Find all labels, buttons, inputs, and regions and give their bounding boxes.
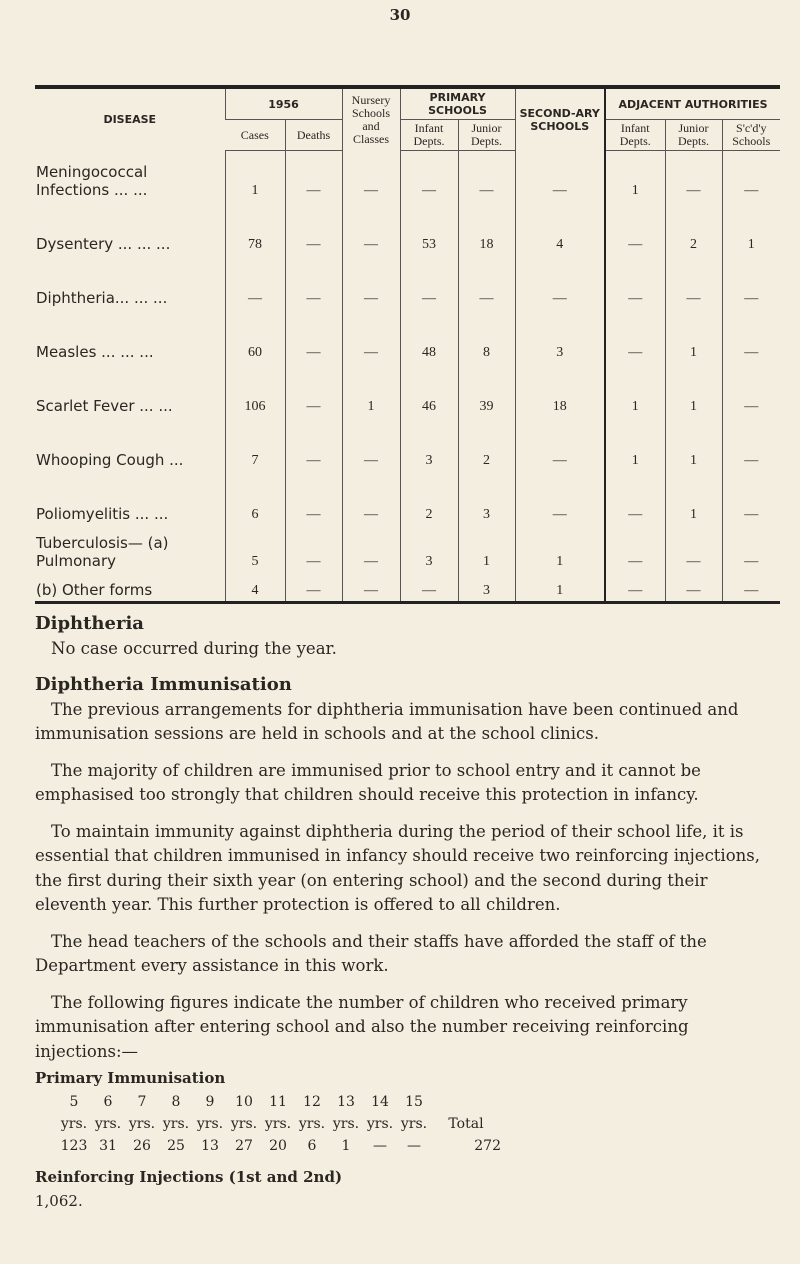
header-year: 1956 [225,87,342,120]
table-row [35,367,780,421]
cell-value: 39 [458,367,515,421]
cell-value: — [722,259,780,313]
cell-value: 3 [400,529,458,576]
header-secondary: SECOND-ARY SCHOOLS [515,87,605,151]
paragraph: The majority of children are immunised prior to school entry and it cannot be emphasised too strongly that children should receive this protection in infancy. [35,760,701,804]
cell-value: — [722,421,780,475]
paragraph: No case occurred during the year. [51,638,337,658]
cell-value: 53 [400,205,458,259]
immunisation-units: yrs. [128,1115,156,1132]
immunisation-ages: 14 [371,1093,389,1110]
cell-value: — [342,421,400,475]
disease-name: Dysentery ... ... ... [36,235,171,253]
cell-value: — [665,259,722,313]
immunisation-ages: 12 [303,1093,321,1110]
cell-value: 1 [665,475,722,529]
header-deaths: Deaths [285,120,342,151]
cell-value: — [605,529,665,576]
cell-value: — [225,259,285,313]
cell-value: 1 [515,576,605,603]
heading-immunisation: Diphtheria Immunisation [35,674,292,695]
cell-value: — [285,205,342,259]
cell-value: — [342,529,400,576]
cell-value: 2 [665,205,722,259]
cell-value: — [342,151,400,206]
header-nursery: Nursery Schools and Classes [342,87,400,151]
table-row [35,421,780,475]
reinforcing-total: 1,062. [35,1192,83,1210]
cell-value: 8 [458,313,515,367]
cell-value: — [400,576,458,603]
cell-value: 46 [400,367,458,421]
immunisation-ages: 10 [235,1093,253,1110]
cell-value: 3 [400,421,458,475]
table-row [35,576,780,603]
cell-value: 1 [605,421,665,475]
cell-value: 1 [665,313,722,367]
cell-value: — [722,367,780,421]
header-junior: Junior Depts. [458,120,515,151]
immunisation-counts: 1 [341,1137,351,1154]
heading-reinforcing: Reinforcing Injections (1st and 2nd) [35,1167,343,1186]
table-row [35,259,780,313]
immunisation-ages: 13 [337,1093,355,1110]
immunisation-units: yrs. [332,1115,360,1132]
immunisation-counts: — [407,1137,421,1154]
cell-value: — [342,475,400,529]
disease-name: Poliomyelitis ... ... [36,505,169,523]
cell-value: 4 [515,205,605,259]
immunisation-units: yrs. [264,1115,292,1132]
immunisation-counts: 26 [133,1137,151,1154]
cell-value: — [515,475,605,529]
cell-value: — [285,529,342,576]
immunisation-ages: 6 [103,1093,113,1110]
cell-value: 1 [665,367,722,421]
cell-value: 1 [665,421,722,475]
heading-diphtheria: Diphtheria [35,613,144,634]
paragraph: The head teachers of the schools and their staffs have afforded the staff of the Department every assistance in this work. [35,931,707,975]
disease-name: Diphtheria... ... ... [36,289,168,307]
cell-value: — [722,313,780,367]
header-adj-secondary: S'c'd'y Schools [722,120,780,151]
cell-value: — [515,151,605,206]
cell-value: 60 [225,313,285,367]
cell-value: 1 [225,151,285,206]
immunisation-ages: 8 [171,1093,181,1110]
cell-value: — [605,576,665,603]
immunisation-counts: 272 [474,1137,501,1154]
cell-value: 78 [225,205,285,259]
cell-value: 106 [225,367,285,421]
cell-value: — [400,259,458,313]
header-infant: Infant Depts. [400,120,458,151]
cell-value: — [285,151,342,206]
header-adj-junior: Junior Depts. [665,120,722,151]
cell-value: 1 [458,529,515,576]
immunisation-counts: 123 [60,1137,88,1154]
cell-value: 18 [515,367,605,421]
immunisation-ages [431,1091,501,1113]
cell-value: — [722,151,780,206]
disease-name: Meningococcal Infections ... ... [36,163,148,199]
cell-value: — [605,205,665,259]
cell-value: — [605,475,665,529]
disease-name: Whooping Cough ... [36,451,184,469]
cell-value: — [285,313,342,367]
cell-value: 6 [225,475,285,529]
cell-value: 48 [400,313,458,367]
header-adj-infant: Infant Depts. [605,120,665,151]
header-primary: PRIMARY SCHOOLS [400,87,515,120]
table-row [35,205,780,259]
disease-name: Tuberculosis— (a) Pulmonary [36,534,169,570]
immunisation-units: Total [448,1115,484,1132]
cell-value: — [285,259,342,313]
cell-value: — [285,421,342,475]
cell-value: — [605,313,665,367]
cell-value: 1 [515,529,605,576]
header-cases: Cases [225,120,285,151]
cell-value: 3 [458,576,515,603]
immunisation-units: yrs. [94,1115,122,1132]
immunisation-units: yrs. [366,1115,394,1132]
cell-value: — [285,475,342,529]
immunisation-counts: 27 [235,1137,253,1154]
cell-value: — [665,576,722,603]
cell-value: — [722,576,780,603]
cell-value: — [285,576,342,603]
table-row [35,475,780,529]
immunisation-units: yrs. [196,1115,224,1132]
header-disease: DISEASE [35,87,225,151]
cell-value: — [722,475,780,529]
cell-value: — [605,259,665,313]
cell-value: — [342,313,400,367]
cell-value: — [515,421,605,475]
table-row [35,313,780,367]
cell-value: — [285,367,342,421]
immunisation-ages: 9 [205,1093,215,1110]
cell-value: — [400,151,458,206]
cell-value: 4 [225,576,285,603]
cell-value: — [342,576,400,603]
heading-primary-immunisation: Primary Immunisation [35,1069,226,1087]
immunisation-table [57,1091,775,1157]
cell-value: 1 [605,367,665,421]
paragraph: To maintain immunity against diphtheria during the period of their school life, it is essential that children immunised in infancy should receive two reinforcing injections, the first during their sixth year (on entering school) and the second during their eleventh year. This further protection is offered to all children. [35,821,760,914]
immunisation-counts: 20 [269,1137,287,1154]
cell-value: 1 [722,205,780,259]
table-row [35,151,780,206]
cell-value: 7 [225,421,285,475]
cell-value: 5 [225,529,285,576]
cell-value: 1 [342,367,400,421]
table-row [35,529,780,576]
immunisation-units: yrs. [298,1115,326,1132]
immunisation-ages: 5 [69,1093,79,1110]
cell-value: — [458,259,515,313]
immunisation-counts: 6 [307,1137,317,1154]
immunisation-counts: 31 [99,1137,117,1154]
cell-value: — [665,529,722,576]
disease-name: Measles ... ... ... [36,343,154,361]
immunisation-counts: 25 [167,1137,185,1154]
page-number: 30 [389,6,411,24]
cell-value: — [342,259,400,313]
cell-value: 2 [458,421,515,475]
body-text [35,612,775,1214]
immunisation-units: yrs. [162,1115,190,1132]
disease-name: (b) Other forms [35,576,225,603]
cell-value: 1 [605,151,665,206]
paragraph: The previous arrangements for diphtheria immunisation have been continued and immunisation sessions are held in schools and at the school clinics. [35,699,739,743]
immunisation-counts: — [373,1137,387,1154]
cell-value: — [515,259,605,313]
immunisation-units: yrs. [400,1115,428,1132]
cell-value: 3 [515,313,605,367]
cell-value: — [458,151,515,206]
cell-value: — [665,151,722,206]
immunisation-units: yrs. [60,1115,88,1132]
cell-value: 3 [458,475,515,529]
disease-name: Scarlet Fever ... ... [36,397,173,415]
disease-table [35,85,780,604]
paragraph: The following figures indicate the number of children who received primary immunisation after entering school and also the number receiving reinforcing injections:— [35,992,689,1061]
cell-value: 2 [400,475,458,529]
cell-value: — [342,205,400,259]
header-adjacent: ADJACENT AUTHORITIES [605,87,780,120]
immunisation-ages: 7 [137,1093,147,1110]
immunisation-ages: 11 [269,1093,287,1110]
immunisation-ages: 15 [405,1093,423,1110]
immunisation-counts: 13 [201,1137,219,1154]
cell-value: 18 [458,205,515,259]
immunisation-units: yrs. [230,1115,258,1132]
cell-value: — [722,529,780,576]
